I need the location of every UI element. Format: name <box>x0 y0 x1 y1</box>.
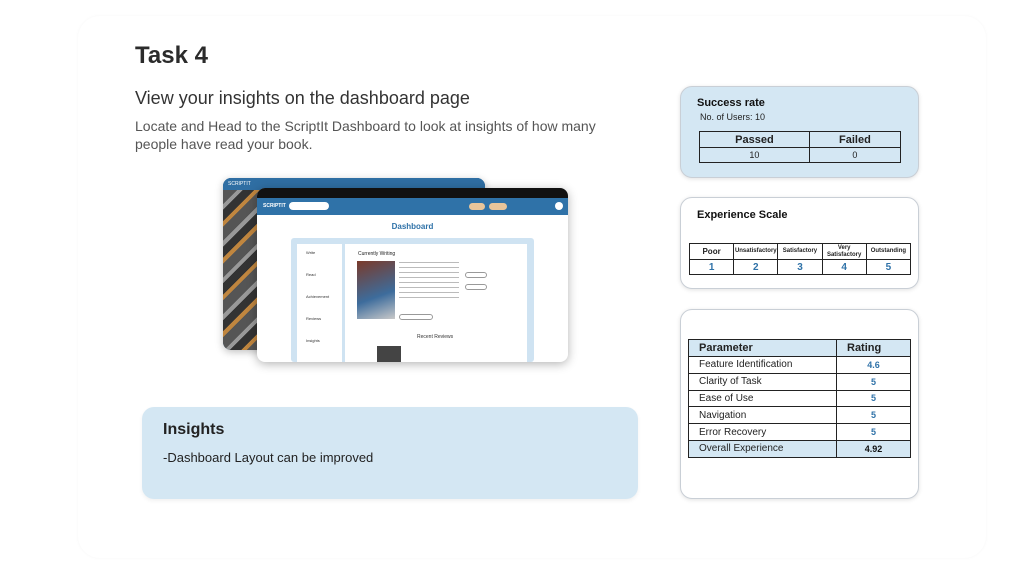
mockup-sidebar-insights: Insights <box>306 338 320 343</box>
scale-value: 5 <box>866 260 910 275</box>
parameter-rating: 4.92 <box>837 440 911 457</box>
parameter-name: Error Recovery <box>689 424 837 441</box>
parameter-rating: 5 <box>837 373 911 390</box>
rating-header: Rating <box>837 340 911 357</box>
scale-label: Very Satisfactory <box>822 244 866 260</box>
parameter-name: Feature Identification <box>689 357 837 374</box>
experience-scale-title: Experience Scale <box>697 209 788 221</box>
scale-label: Outstanding <box>866 244 910 260</box>
task-subtitle: View your insights on the dashboard page <box>135 88 470 108</box>
failed-header: Failed <box>809 132 900 148</box>
table-row <box>689 373 911 390</box>
mockup-book-cover <box>357 261 395 319</box>
table-row <box>689 407 911 424</box>
mockup-review-thumbnail <box>377 346 401 362</box>
experience-scale-table <box>689 243 911 275</box>
parameter-rating: 5 <box>837 390 911 407</box>
scale-value: 2 <box>734 260 778 275</box>
scale-value: 1 <box>690 260 734 275</box>
success-rate-title: Success rate <box>697 97 765 109</box>
table-row <box>689 357 911 374</box>
mockup-top-bar <box>257 188 568 198</box>
success-rate-table <box>699 131 901 163</box>
mockup-sidebar-read: Read <box>306 272 316 277</box>
parameter-rating: 4.6 <box>837 357 911 374</box>
mockup-nav-bar <box>257 198 568 215</box>
task-title: Task 4 <box>135 42 208 69</box>
mockup-dashboard-screen <box>257 188 568 362</box>
parameter-header: Parameter <box>689 340 837 357</box>
parameter-name: Overall Experience <box>689 440 837 457</box>
scale-label: Unsatisfactory <box>734 244 778 260</box>
mockup-sidebar-achievement: Achievement <box>306 294 330 299</box>
mockup-sidebar-reviews: Reviews <box>306 316 322 321</box>
mockup-avatar <box>555 202 563 210</box>
parameter-rating-table <box>688 339 911 458</box>
scale-value: 3 <box>778 260 822 275</box>
parameter-rating: 5 <box>837 424 911 441</box>
task-description: Locate and Head to the ScriptIt Dashboard to look at insights of how many people have read your book. <box>135 118 596 152</box>
passed-value: 10 <box>700 148 810 163</box>
table-row <box>689 424 911 441</box>
parameter-name: Navigation <box>689 407 837 424</box>
mockup-currently-writing: Currently Writing <box>358 251 396 257</box>
success-rate-users: No. of Users: 10 <box>700 112 766 122</box>
scale-label: Poor <box>690 244 734 260</box>
mockup-back-brand: SCRIPTIT <box>223 178 485 190</box>
table-row <box>689 390 911 407</box>
table-row-overall <box>689 440 911 457</box>
insights-title: Insights <box>163 421 225 438</box>
mockup-sidebar <box>297 244 342 362</box>
mockup-dashboard-title: Dashboard <box>391 222 434 231</box>
mockup-button <box>465 272 487 278</box>
scale-label: Satisfactory <box>778 244 822 260</box>
mockup-continue-button <box>399 314 433 320</box>
mockup-brand: SCRIPTIT <box>263 203 286 209</box>
scale-value: 4 <box>822 260 866 275</box>
mockup-search-input <box>289 202 329 210</box>
mockup-write-pill <box>469 203 485 210</box>
insights-card <box>142 407 638 499</box>
parameter-name: Clarity of Task <box>689 373 837 390</box>
mockup-recent-reviews: Recent Reviews <box>417 334 454 340</box>
failed-value: 0 <box>809 148 900 163</box>
passed-header: Passed <box>700 132 810 148</box>
parameter-rating: 5 <box>837 407 911 424</box>
mockup-button <box>465 284 487 290</box>
parameter-name: Ease of Use <box>689 390 837 407</box>
mockup-read-pill <box>489 203 507 210</box>
mockup-sidebar-write: Write <box>306 250 316 255</box>
insights-text: -Dashboard Layout can be improved <box>163 450 374 465</box>
mockup-book-details <box>399 262 459 302</box>
